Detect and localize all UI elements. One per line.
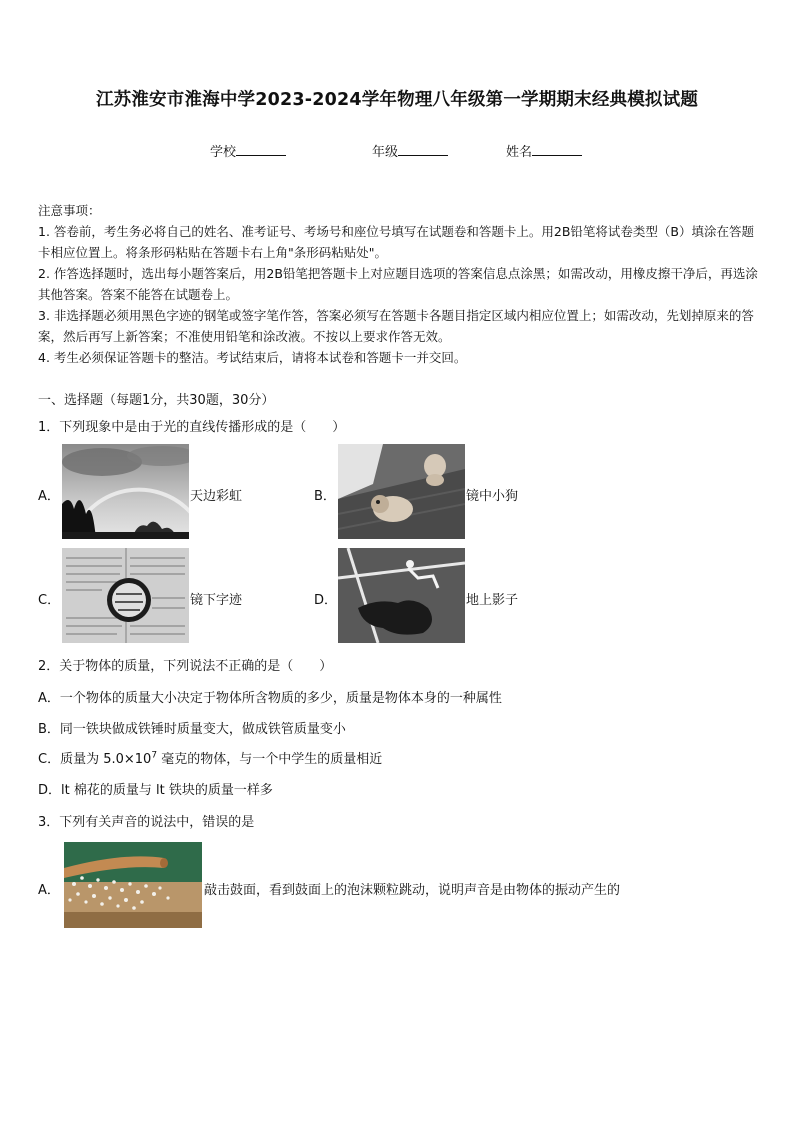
exam-title: 江苏淮安市淮海中学2023-2024学年物理八年级第一学期期末经典模拟试题 xyxy=(95,90,699,110)
mirror-puppy-photo xyxy=(338,444,465,539)
notice-heading: 注意事项： xyxy=(38,203,101,218)
q2-option-c-pre: C．质量为 5.0×10 xyxy=(38,752,152,767)
q2-option-c xyxy=(38,748,382,767)
notice-item-1: 1. 答卷前，考生务必将自己的姓名、准考证号、考场号和座位号填写在试题卷和答题卡上。用2B铅笔将试卷类型（B）填涂在答题卡相应位置上。将条形码粘贴在答题卡右上角"条形码粘贴处"。 xyxy=(38,224,755,260)
name-label: 姓名 xyxy=(506,145,533,160)
q1-option-b-label: B． xyxy=(314,489,336,504)
q1-option-c-text: 镜下字迹 xyxy=(190,593,243,608)
q1-option-d-text: 地上影子 xyxy=(466,593,519,608)
q1-option-a-text: 天边彩虹 xyxy=(190,489,243,504)
question-3-stem: 3．下列有关声音的说法中，错误的是 xyxy=(38,815,255,830)
name-field[interactable] xyxy=(506,141,582,160)
school-label: 学校 xyxy=(210,145,237,160)
grade-label: 年级 xyxy=(372,145,399,160)
q2-option-a: A．一个物体的质量大小决定于物体所含物质的多少，质量是物体本身的一种属性 xyxy=(38,691,502,706)
q2-option-c-exponent: 7 xyxy=(151,750,158,761)
q1-option-b-text: 镜中小狗 xyxy=(466,489,519,504)
q1-option-c-label: C． xyxy=(38,593,61,608)
notice-item-3: 3. 非选择题必须用黑色字迹的钢笔或签字笔作答，答案必须写在答题卡各题目指定区域内相应位置上；如需改动，先划掉原来的答案，然后再写上新答案；不准使用铅笔和涂改液。不按以上要求作答无效。 xyxy=(38,308,754,344)
school-blank[interactable] xyxy=(236,143,286,156)
question-2-stem: 2．关于物体的质量，下列说法不正确的是（ ） xyxy=(38,659,333,674)
rainbow-photo xyxy=(62,444,189,539)
ground-shadow-photo xyxy=(338,548,465,643)
school-field[interactable] xyxy=(210,141,286,160)
q1-option-a-label: A． xyxy=(38,489,60,504)
drum-foam-photo xyxy=(64,842,202,928)
q2-option-c-post: 毫克的物体，与一个中学生的质量相近 xyxy=(157,752,383,767)
q3-option-a-text: 敲击鼓面，看到鼓面上的泡沫颗粒跳动，说明声音是由物体的振动产生的 xyxy=(204,883,621,898)
question-1-stem: 1．下列现象中是由于光的直线传播形成的是（ ） xyxy=(38,420,346,435)
q3-option-a-label: A． xyxy=(38,883,60,898)
grade-blank[interactable] xyxy=(398,143,448,156)
grade-field[interactable] xyxy=(372,141,448,160)
q2-option-b: B．同一铁块做成铁锤时质量变大，做成铁管质量变小 xyxy=(38,722,346,737)
notice-item-2: 2. 作答选择题时，选出每小题答案后，用2B铅笔把答题卡上对应题目选项的答案信息点涂黑；如需改动，用橡皮擦干净后，再选涂其他答案。答案不能答在试题卷上。 xyxy=(38,266,758,302)
name-blank[interactable] xyxy=(532,143,582,156)
notice-item-4: 4. 考生必须保证答题卡的整洁。考试结束后，请将本试卷和答题卡一并交回。 xyxy=(38,350,467,365)
q2-option-d: D．lt 棉花的质量与 lt 铁块的质量一样多 xyxy=(38,783,273,798)
notice-block xyxy=(38,200,760,368)
q1-option-d-label: D． xyxy=(314,593,338,608)
section-heading: 一、选择题（每题1分，共30题，30分） xyxy=(38,393,275,408)
magnifier-text-photo xyxy=(62,548,189,643)
